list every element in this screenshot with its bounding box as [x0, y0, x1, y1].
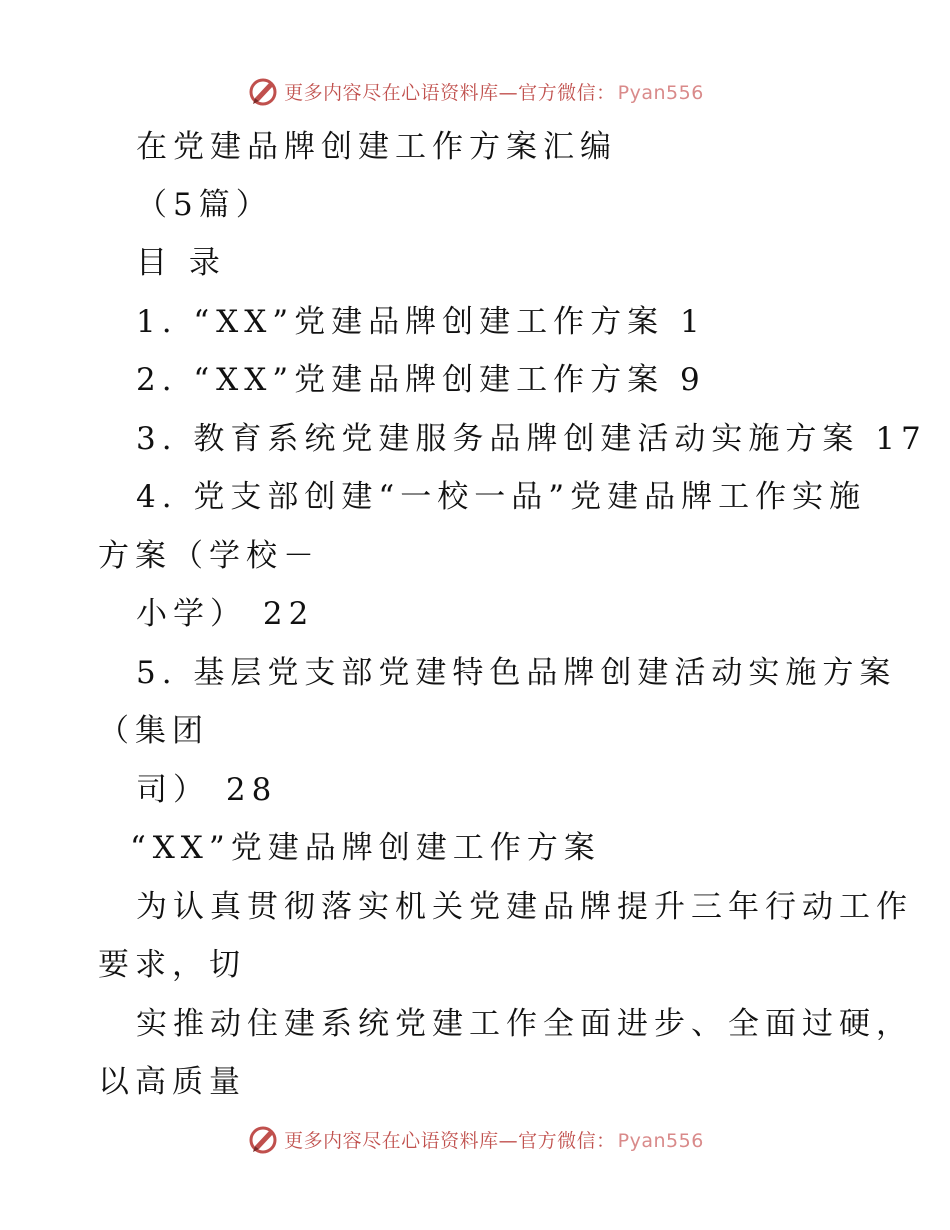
toc-item: 5. 基层党支部党建特色品牌创建活动实施方案	[136, 655, 897, 691]
watermark-banner-bottom	[0, 1119, 950, 1159]
watermark-text: 更多内容尽在心语资料库—官方微信： Pyan556	[284, 1129, 704, 1152]
document-title: 在党建品牌创建工作方案汇编	[136, 129, 617, 165]
pen-logo-icon	[246, 1122, 280, 1156]
toc-item: 4. 党支部创建“一校一品”党建品牌工作实施	[136, 479, 867, 515]
body-paragraph-line: 要求，切	[98, 947, 246, 983]
section-title: “XX”党建品牌创建工作方案	[130, 830, 601, 866]
body-paragraph-line: 以高质量	[98, 1064, 246, 1100]
body-paragraph-line: 为认真贯彻落实机关党建品牌提升三年行动工作	[136, 889, 913, 925]
toc-item: 2. “XX”党建品牌创建工作方案 9	[136, 362, 706, 398]
toc-item-continued: 司） 28	[136, 772, 278, 808]
toc-item: 1. “XX”党建品牌创建工作方案 1	[136, 304, 706, 340]
toc-item: 3. 教育系统党建服务品牌创建活动实施方案 17	[136, 421, 927, 457]
pen-logo-icon	[246, 74, 280, 108]
toc-item-continued: 小学） 22	[136, 596, 315, 632]
watermark-text: 更多内容尽在心语资料库—官方微信： Pyan556	[284, 81, 704, 104]
toc-heading: 目 录	[136, 245, 226, 281]
watermark-banner-top	[0, 71, 950, 111]
document-subtitle: （5篇）	[136, 187, 273, 223]
body-paragraph-line: 实推动住建系统党建工作全面进步、全面过硬，	[136, 1006, 913, 1042]
toc-item-continued: 方案（学校－	[98, 538, 320, 574]
toc-item-continued: （集团	[98, 713, 209, 749]
